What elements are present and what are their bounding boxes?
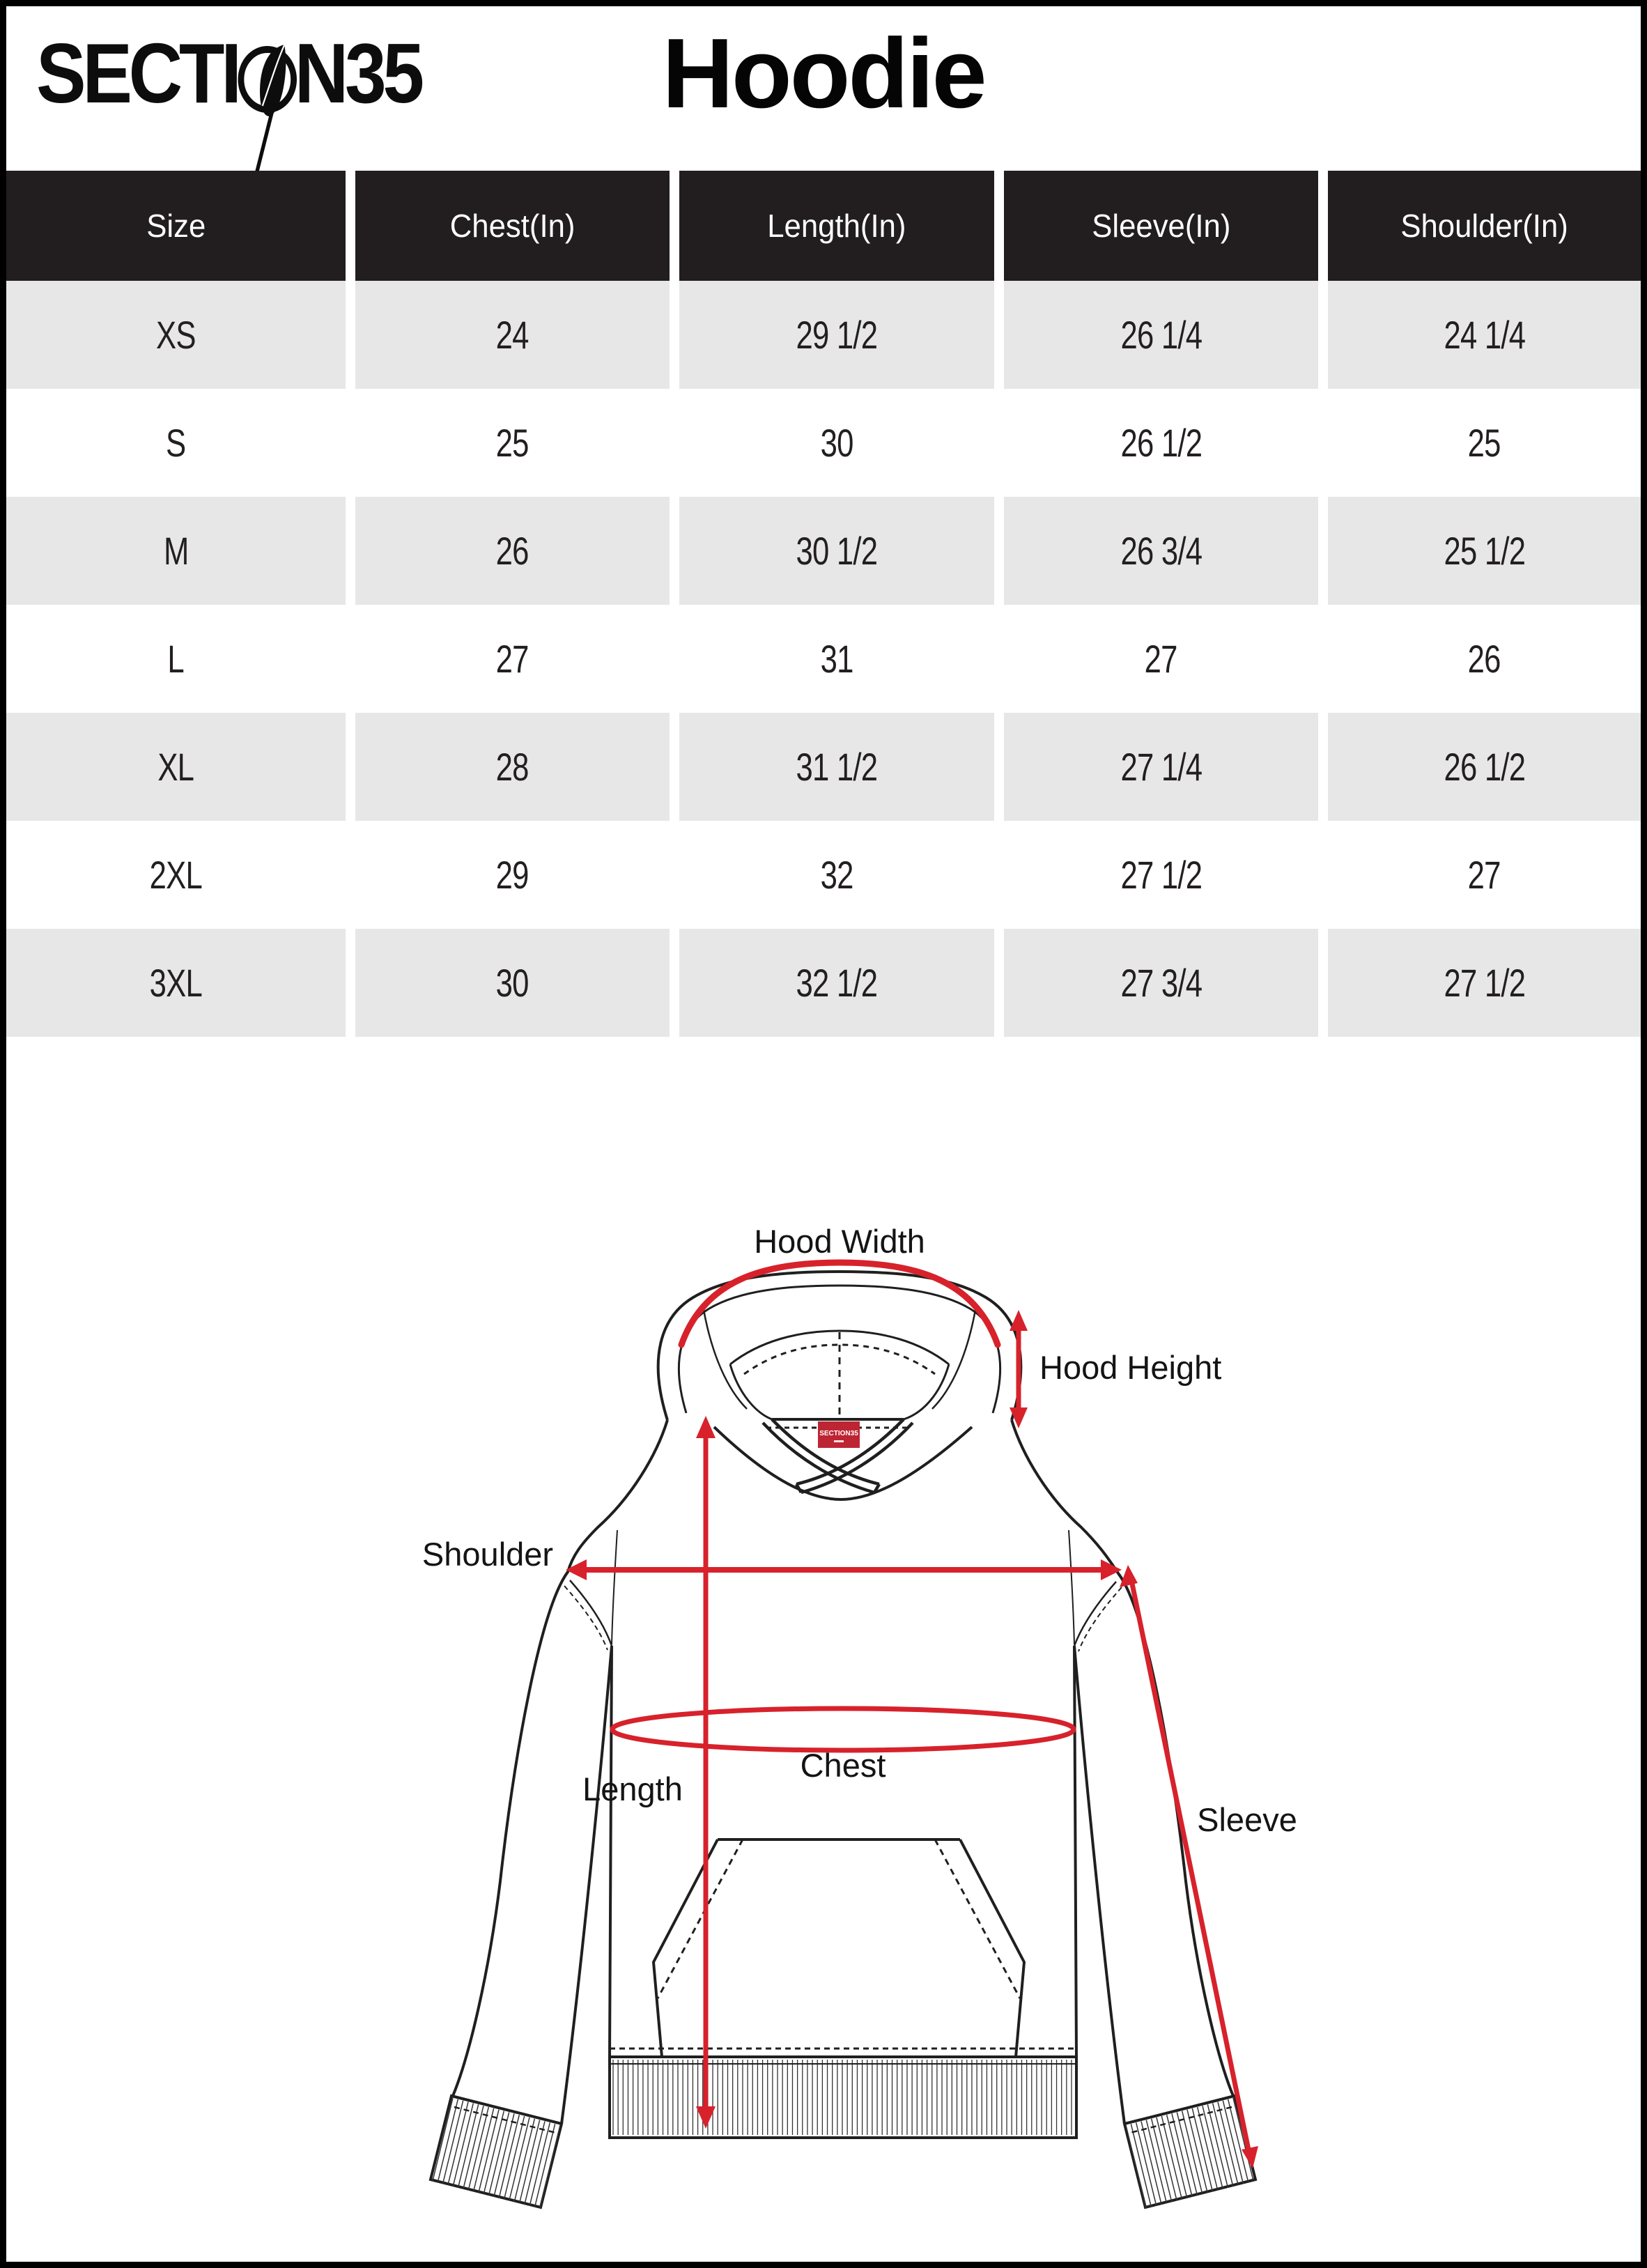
table-cell: 24 [355,281,670,389]
right-sleeve-inner-edge [1074,1646,1124,2124]
table-cell: 30 [820,421,853,465]
column-header-sleeve-in-: Sleeve(In) [1004,171,1318,281]
table-cell: 27 [1467,853,1501,897]
page-title: Hoodie [662,18,985,129]
table-cell: 28 [355,713,670,821]
hoodie-diagram [0,1038,1647,2262]
table-cell: XS [6,281,346,389]
left-armhole-seam [570,1580,612,1646]
table-cell: 27 [1144,637,1178,681]
sleeve-label: Sleeve [1197,1801,1297,1838]
size-table [6,171,1641,1037]
left-sleeve-outer-edge [453,1420,667,2096]
table-cell: 27 1/2 [1120,853,1202,897]
column-header-shoulder-in-: Shoulder(In) [1328,171,1641,281]
sleeve-arrow [1131,1580,1249,2153]
pocket-stitch-right [935,1839,1020,1998]
table-cell: 29 [495,853,529,897]
table-cell: 27 1/2 [1328,929,1641,1037]
table-cell: 25 [1467,421,1501,465]
table-cell: 29 1/2 [679,281,994,389]
table-cell: 31 1/2 [679,713,994,821]
body-right-edge [1074,1646,1076,2057]
shoulder-label: Shoulder [422,1536,554,1573]
table-cell: 27 3/4 [1004,929,1318,1037]
table-cell: XL [6,713,346,821]
right-armhole-seam [1074,1582,1116,1646]
column-header-length-in-: Length(In) [679,171,994,281]
table-cell: 2XL [149,853,203,897]
table-cell: 26 1/2 [1328,713,1641,821]
table-cell: 26 [1467,637,1501,681]
table-cell: 26 [355,497,670,605]
table-cell: S [166,421,186,465]
table-cell: 27 1/4 [1004,713,1318,821]
length-label: Length [582,1771,683,1807]
left-front-armhole-line [612,1530,617,1644]
right-sleeve-outer-edge [1012,1420,1233,2096]
table-cell: 32 1/2 [679,929,994,1037]
logo-text-right: N35 [294,26,421,121]
table-cell: 3XL [6,929,346,1037]
table-cell: L [167,637,185,681]
table-cell: 25 [495,421,529,465]
table-cell: M [6,497,346,605]
chest-label: Chest [800,1747,886,1784]
table-cell: 27 [495,637,529,681]
neck-tag-subtext [834,1440,844,1442]
chest-ellipse [612,1708,1074,1750]
column-header-chest-in-: Chest(In) [355,171,670,281]
table-cell: 26 3/4 [1004,497,1318,605]
neck-tag-text: SECTION35 [819,1430,858,1437]
left-sleeve-inner-edge [562,1646,612,2124]
table-cell: 26 1/4 [1004,281,1318,389]
right-front-armhole-line [1069,1530,1074,1644]
table-cell: 32 [820,853,853,897]
table-cell: 30 1/2 [679,497,994,605]
pocket-outline [654,1839,1024,2057]
right-armhole-stitch [1078,1587,1122,1651]
table-cell: 30 [355,929,670,1037]
column-header-size: Size [6,171,346,281]
table-cell: 25 1/2 [1328,497,1641,605]
table-cell: 31 [820,637,853,681]
left-armhole-stitch [564,1586,608,1650]
pocket-stitch-left [658,1839,743,1998]
body-left-edge [610,1646,612,2057]
table-cell: 26 1/2 [1120,421,1202,465]
hood-height-label: Hood Height [1039,1349,1222,1386]
table-cell: 24 1/4 [1328,281,1641,389]
hood-width-label: Hood Width [754,1223,925,1260]
logo-text-left: SECTI [36,26,238,121]
